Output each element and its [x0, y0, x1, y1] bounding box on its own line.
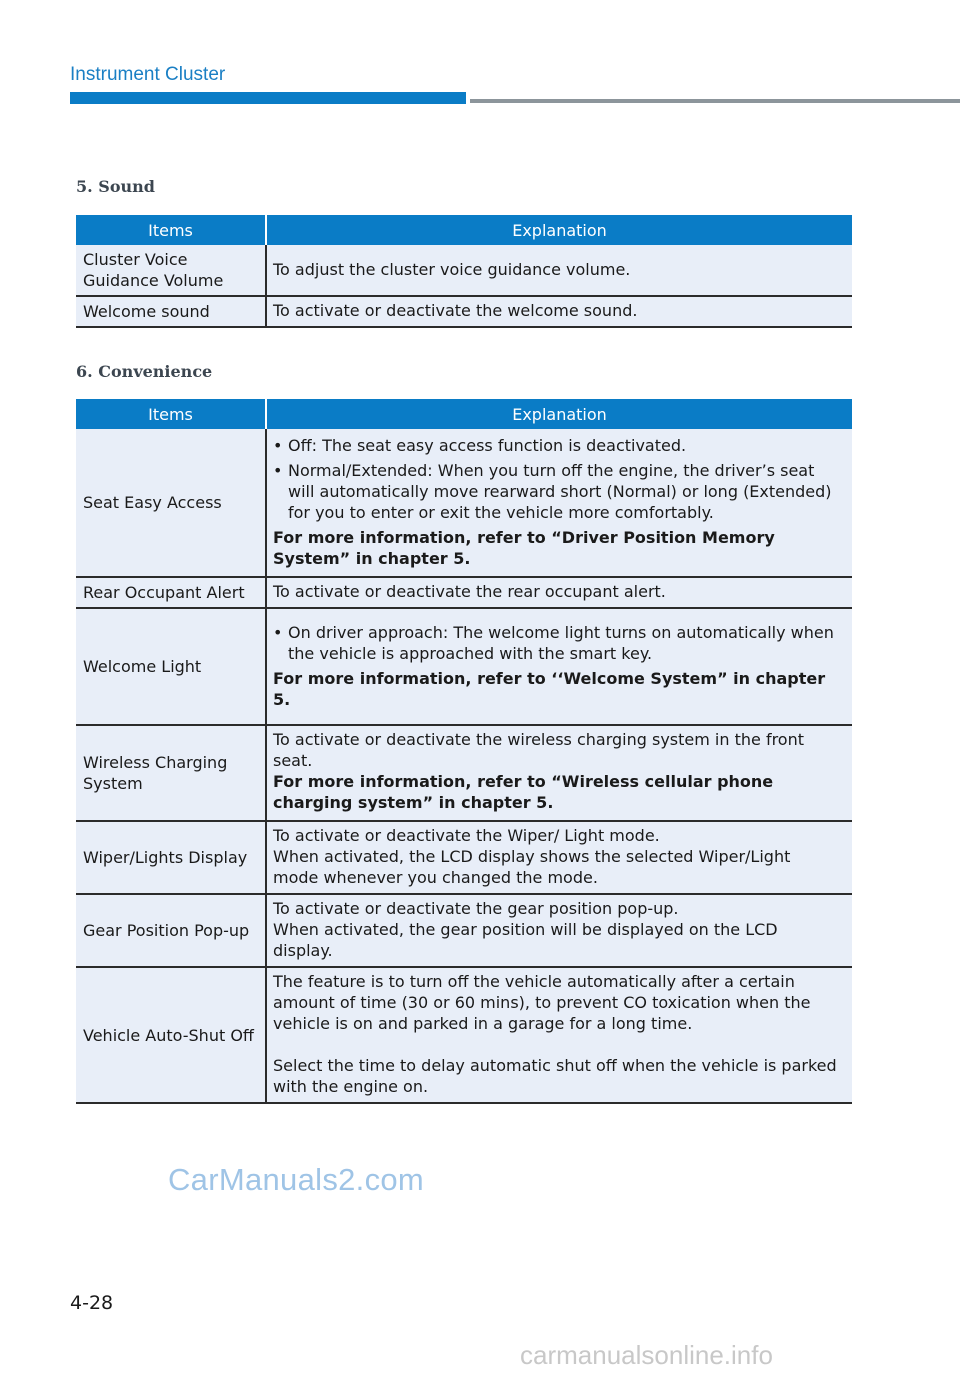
- bullet-dot-icon: •: [273, 436, 283, 455]
- table-row: [76, 245, 852, 296]
- explanation-cell: To activate or deactivate the rear occupant alert.: [266, 577, 852, 608]
- column-header-items: Items: [76, 399, 266, 429]
- explanation-cell: To adjust the cluster voice guidance volume.: [266, 245, 852, 296]
- reference-note: For more information, refer to “Driver Position Memory System” in chapter 5.: [273, 528, 775, 568]
- table-header-row: [76, 215, 852, 245]
- convenience-table: [76, 399, 852, 1104]
- item-cell: Wiper/Lights Display: [76, 821, 266, 894]
- explanation-text: Select the time to delay automatic shut off when the vehicle is parked with the engine on.: [273, 1056, 837, 1096]
- explanation-cell: [266, 967, 852, 1103]
- bullet-text: On driver approach: The welcome light turns on automatically when the vehicle is approached with the smart key.: [288, 623, 834, 663]
- footer-watermark: carmanualsonline.info: [520, 1340, 773, 1370]
- explanation-text: When activated, the LCD display shows the selected Wiper/Light mode whenever you changed the mode.: [273, 847, 791, 887]
- bullet-dot-icon: •: [273, 461, 283, 480]
- column-header-explanation: Explanation: [266, 215, 852, 245]
- item-cell: Vehicle Auto-Shut Off: [76, 967, 266, 1103]
- table-row: [76, 608, 852, 725]
- section-heading-convenience: 6. Convenience: [76, 362, 213, 381]
- bullet-dot-icon: •: [273, 623, 283, 642]
- explanation-text: The feature is to turn off the vehicle automatically after a certain amount of time (30 or 60 mins), to prevent CO toxication when the vehicle is on and parked in a garage for a long time.: [273, 972, 811, 1033]
- item-cell: Rear Occupant Alert: [76, 577, 266, 608]
- column-header-items: Items: [76, 215, 266, 245]
- explanation-cell: [266, 725, 852, 821]
- reference-note: For more information, refer to ‘‘Welcome System” in chapter 5.: [273, 669, 826, 709]
- explanation-text: To activate or deactivate the gear position pop-up.: [273, 899, 679, 918]
- table-row: [76, 577, 852, 608]
- explanation-cell: [266, 821, 852, 894]
- bullet-item: [273, 460, 838, 523]
- table-row: [76, 967, 852, 1103]
- table-row: [76, 725, 852, 821]
- sound-table: [76, 215, 852, 328]
- item-cell: Seat Easy Access: [76, 429, 266, 577]
- page-number: 4-28: [70, 1292, 114, 1314]
- explanation-cell: [266, 429, 852, 577]
- item-cell: Welcome sound: [76, 296, 266, 327]
- table-row: [76, 821, 852, 894]
- section-heading-sound: 5. Sound: [76, 177, 155, 196]
- reference-note: For more information, refer to “Wireless cellular phone charging system” in chapter 5.: [273, 772, 774, 812]
- item-cell: Gear Position Pop-up: [76, 894, 266, 967]
- bullet-text: Normal/Extended: When you turn off the engine, the driver’s seat will automatically move rearward short (Normal) or long (Extended) for you to enter or exit the vehicle more comfortably.: [288, 461, 832, 522]
- chapter-title: Instrument Cluster: [70, 64, 226, 85]
- header-rule: [470, 99, 960, 103]
- item-cell: Wireless Charging System: [76, 725, 266, 821]
- explanation-text: When activated, the gear position will be displayed on the LCD display.: [273, 920, 778, 960]
- header-accent-bar: [70, 92, 466, 104]
- column-header-explanation: Explanation: [266, 399, 852, 429]
- explanation-cell: [266, 608, 852, 725]
- item-cell: Cluster Voice Guidance Volume: [76, 245, 266, 296]
- table-row: [76, 894, 852, 967]
- explanation-cell: [266, 894, 852, 967]
- table-row: [76, 429, 852, 577]
- bullet-text: Off: The seat easy access function is deactivated.: [288, 436, 687, 455]
- explanation-text: To activate or deactivate the wireless charging system in the front seat.: [273, 730, 804, 770]
- watermark-text: CarManuals2.com: [168, 1162, 425, 1197]
- explanation-cell: To activate or deactivate the welcome sound.: [266, 296, 852, 327]
- paragraph-gap: [273, 1034, 838, 1055]
- explanation-text: To activate or deactivate the Wiper/ Light mode.: [273, 826, 660, 845]
- bullet-item: [273, 435, 838, 456]
- item-cell: Welcome Light: [76, 608, 266, 725]
- bullet-item: [273, 622, 838, 664]
- table-row: [76, 296, 852, 327]
- table-header-row: [76, 399, 852, 429]
